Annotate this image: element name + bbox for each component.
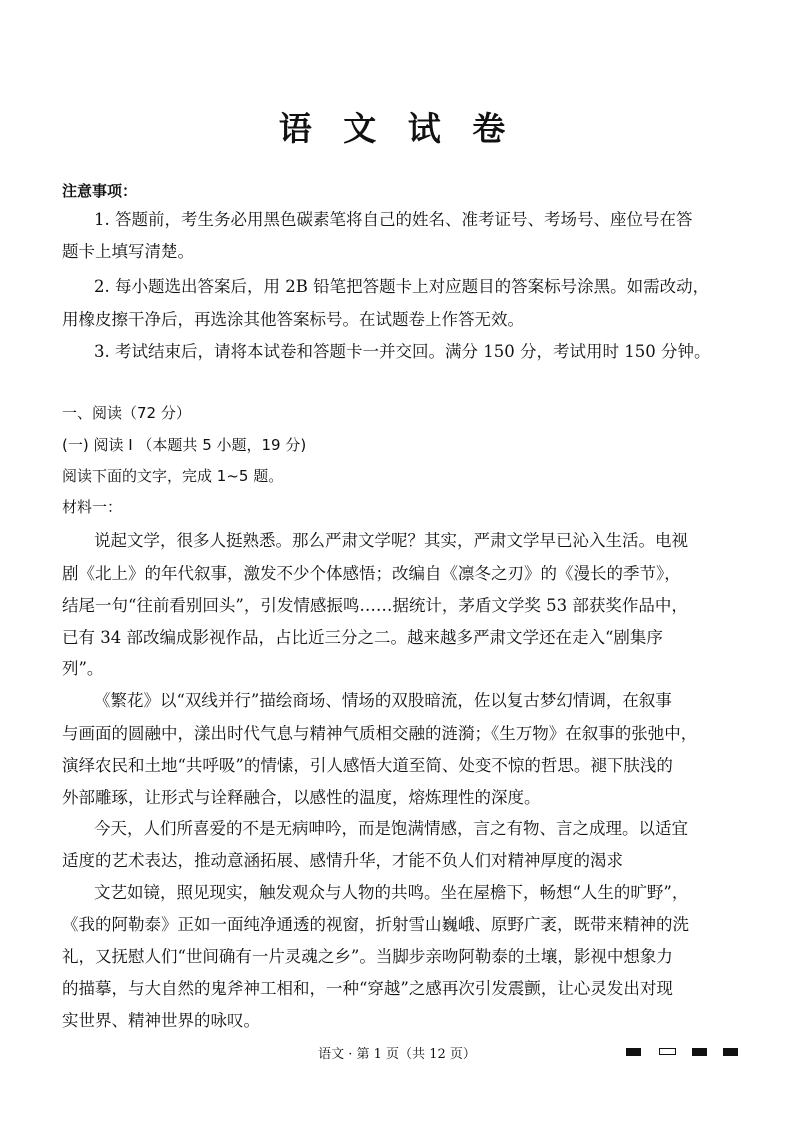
- registration-mark: [659, 1048, 676, 1055]
- page-title: 语 文 试 卷: [278, 109, 516, 148]
- notice-line: 题卡上填写清楚。: [62, 242, 194, 261]
- notice-line: 用橡皮擦干净后，再选涂其他答案标号。在试题卷上作答无效。: [62, 310, 524, 329]
- registration-mark: [723, 1048, 738, 1056]
- notice-line: 1. 答题前，考生务必用黑色碳素笔将自己的姓名、准考证号、考场号、座位号在答: [94, 210, 693, 229]
- passage-line: 演绎农民和土地“共呼吸”的情愫，引人感悟大道至简、处变不惊的哲思。褪下肤浅的: [62, 756, 673, 775]
- passage-line: 文艺如镜，照见现实，触发观众与人物的共鸣。坐在屋檐下，畅想“人生的旷野”，: [94, 883, 689, 902]
- passage-line: 结尾一句“往前看别回头”，引发情感振鸣……据统计，茅盾文学奖 53 部获奖作品中，: [62, 596, 688, 615]
- notice-line: 3. 考试结束后，请将本试卷和答题卡一并交回。满分 150 分，考试用时 150 分钟。: [94, 342, 711, 361]
- passage-line: 已有 34 部改编成影视作品，占比近三分之二。越来越多严肃文学还在走入“剧集序: [62, 628, 663, 647]
- instruction-text: 阅读下面的文字，完成 1~5 题。: [62, 467, 284, 485]
- passage-line: 与画面的圆融中，漾出时代气息与精神气质相交融的涟漪；《生万物》在叙事的张弛中，: [62, 724, 698, 743]
- notice-line: 2. 每小题选出答案后，用 2B 铅笔把答题卡上对应题目的答案标号涂黑。如需改动，: [94, 277, 710, 296]
- notice-heading: 注意事项：: [62, 182, 138, 200]
- section-heading: 一、阅读（72 分）: [62, 404, 191, 422]
- page-footer: 语文 · 第 1 页（共 12 页）: [318, 1047, 476, 1062]
- passage-line: 剧《北上》的年代叙事，激发不少个体感悟；改编自《凛冬之刃》的《漫长的季节》，: [62, 564, 681, 583]
- passage-line: 今天，人们所喜爱的不是无病呻吟，而是饱满情感，言之有物、言之成理。以适宜: [94, 819, 688, 838]
- passage-line: 的描摹，与大自然的鬼斧神工相和，一种“穿越”之感再次引发震颤，让心灵发出对现: [62, 979, 673, 998]
- passage-line: 《繁花》以“双线并行”描绘商场、情场的双股暗流，佐以复古梦幻情调，在叙事: [94, 691, 672, 710]
- passage-line: 说起文学，很多人挺熟悉。那么严肃文学呢？其实，严肃文学早已沁入生活。电视: [94, 531, 688, 550]
- passage-line: 实世界、精神世界的咏叹。: [62, 1011, 260, 1030]
- passage-line: 《我的阿勒泰》正如一面纯净通透的视窗，折射雪山巍峨、原野广袤，既带来精神的洗: [62, 915, 689, 934]
- passage-line: 外部雕琢，让形式与诠释融合，以感性的温度，熔炼理性的深度。: [62, 788, 541, 807]
- material-label: 材料一：: [62, 498, 123, 516]
- registration-mark: [692, 1048, 707, 1056]
- passage-line: 礼，又抚慰人们“世间确有一片灵魂之乡”。当脚步亲吻阿勒泰的土壤，影视中想象力: [62, 947, 673, 966]
- passage-line: 列”。: [62, 659, 104, 678]
- passage-line: 适度的艺术表达，推动意涵拓展、感情升华，才能不负人们对精神厚度的渴求: [62, 851, 623, 870]
- registration-mark: [626, 1048, 641, 1056]
- subsection-heading: (一) 阅读 I （本题共 5 小题，19 分): [62, 436, 307, 454]
